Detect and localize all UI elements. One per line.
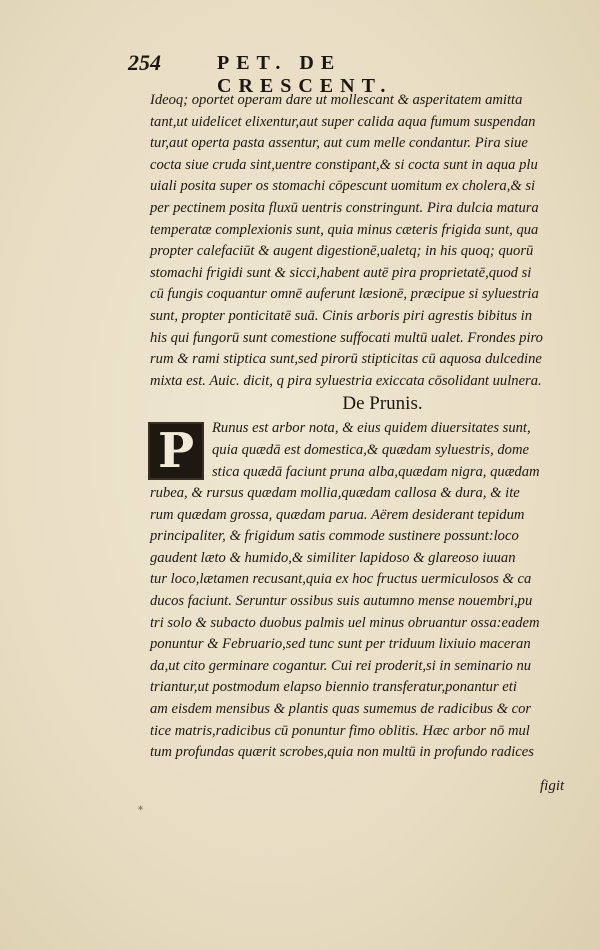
text-line: tice matris,radicibus cū ponuntur fimo oblitis. Hæc arbor nō mul (150, 722, 530, 739)
text-line: rum & rami stiptica sunt,sed pirorū stipticitas cū aquosa dulcedine (150, 351, 542, 368)
text-line: stomachi frigidi sunt & sicci,habent autē pira proprietatē,quod si (150, 264, 532, 281)
text-line: am eisdem mensibus & plantis quas sumemus de radicibus & cor (150, 701, 532, 718)
text-line: Ideoq; oportet operam dare ut mollescant & asperitatem amitta (150, 92, 523, 108)
text-line: tur loco,lætamen recusant,quia ex hoc fructus uermiculosos & ca (150, 571, 532, 588)
text-line: propter calefaciūt & augent digestionē,ualetq; in his quoq; quorū (150, 243, 534, 260)
text-line: da,ut cito germinare cogantur. Cui rei proderit,si in seminario nu (150, 657, 532, 674)
text-line: cū fungis coquantur omnē auferunt læsionē, præcipue si syluestria (150, 286, 539, 303)
plums-passage (150, 418, 575, 764)
text-line: uiali posita super os stomachi cōpescunt uomitum ex cholera,& si (150, 178, 536, 195)
running-head: PET. DE CRESCENT. (217, 52, 393, 97)
text-line: rum quædam grossa, quædam parua. Aërem desiderant tepidum (150, 506, 525, 523)
text-line: per pectinem posita fluxū uentris constringunt. Pira dulcia matura (150, 199, 539, 216)
text-line: tum profundas quærit scrobes,quia non multū in profundo radices (150, 744, 534, 761)
text-line: his qui fungorū sunt comestione suffocati multū ualet. Frondes piro (150, 329, 543, 346)
text-line: cocta siue cruda sint,uentre constipant,& si cocta sunt in aqua plu (150, 156, 538, 173)
text-line: triantur,ut postmodum elapso biennio transferatur,ponantur eti (150, 679, 517, 696)
text-line: Runus est arbor nota, & eius quidem diuersitates sunt, (212, 420, 531, 437)
text-line: sunt, propter ponticitatē suā. Cinis arboris piri agrestis bibitus in (150, 307, 533, 324)
page-blemish-mark: * (138, 805, 143, 816)
catchword: figit (540, 778, 565, 794)
drop-cap-initial: P (148, 422, 204, 480)
text-line: stica quædā faciunt pruna alba,quædam nigra, quædam (212, 463, 540, 480)
text-line: tur,aut operta pasta assentur, aut cum melle condantur. Pira siue (150, 135, 528, 152)
text-line: temperatæ complexionis sunt, quia minus cæteris frigida sunt, qua (150, 221, 539, 238)
text-line: rubea, & rursus quædam mollia,quædam callosa & dura, & ite (150, 485, 520, 502)
page-number: 254 (128, 50, 161, 75)
text-line: ducos faciunt. Seruntur ossibus suis autumno mense nouembri,pu (150, 593, 533, 610)
text-line: tant,ut uidelicet elixentur,aut super calida aqua fumum suspendan (150, 113, 536, 130)
text-line: principaliter, & frigidum satis commode sustinere possunt:loco (150, 528, 519, 545)
text-line: quia quædā est domestica,& quædam syluestris, dome (212, 441, 529, 458)
text-line: mixta est. Auic. dicit, q pira syluestria exiccata cōsolidant uulnera. (150, 372, 542, 389)
body-text (150, 90, 575, 764)
page-header (122, 50, 522, 97)
text-line: tri solo & subacto duobus palmis uel minus obruantur ossa:eadem (150, 614, 540, 631)
text-line: ponuntur & Februario,sed tunc sunt per triduum lixiuio maceran (150, 636, 531, 653)
section-heading: De Prunis. (342, 393, 423, 415)
pears-passage (150, 90, 575, 392)
text-line: gaudent læto & humido,& similiter lapidoso & glareoso iuuan (150, 549, 516, 566)
